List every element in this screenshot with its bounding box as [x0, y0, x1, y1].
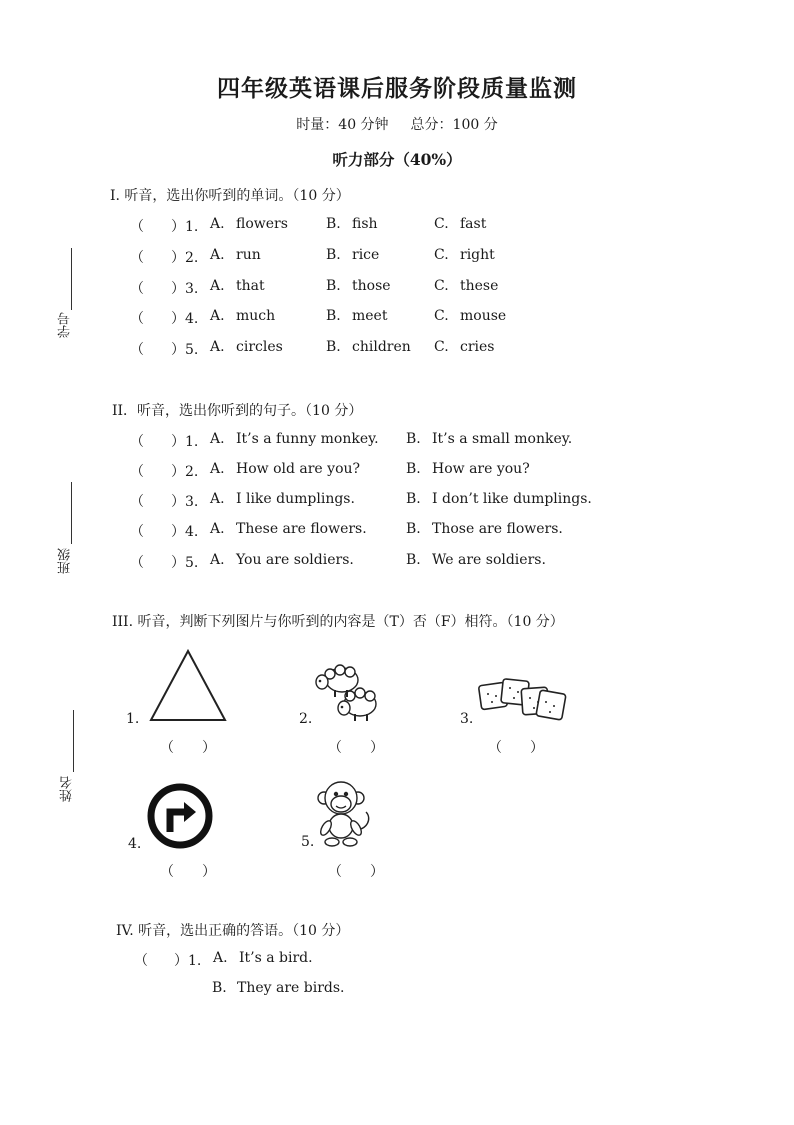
option-a-text: I like dumplings.: [236, 491, 355, 507]
question-number: ）4.: [171, 311, 199, 327]
section1-item-5: [0, 339, 794, 359]
option-b-label: B.: [326, 278, 341, 294]
option-c-text: fast: [460, 216, 487, 232]
option-b-text: We are soldiers.: [432, 552, 546, 568]
option-c-label: C.: [434, 247, 449, 263]
option-b-text: It’s a small monkey.: [432, 431, 573, 447]
option-b-label: B.: [326, 247, 341, 263]
option-a-text: much: [236, 308, 276, 324]
section4-item-1: [0, 950, 794, 970]
option-b-label: B.: [406, 521, 421, 537]
answer-paren[interactable]: （: [130, 494, 144, 510]
monkey-icon: [314, 778, 380, 848]
option-b-label: B.: [326, 216, 341, 232]
question-number: ）2.: [171, 464, 199, 480]
section2-item-5: [0, 552, 794, 572]
part-title: 听力部分（40%）: [332, 150, 462, 169]
question-number: ）3.: [171, 494, 199, 510]
option-a-text: that: [236, 278, 265, 294]
option-b-text: those: [352, 278, 391, 294]
option-b-label: B.: [406, 431, 421, 447]
section1-item-2: [0, 247, 794, 267]
exam-info: [0, 114, 794, 134]
name-line: [73, 710, 74, 772]
picture-4-number: 4.: [128, 836, 142, 852]
section2-item-4: [0, 521, 794, 541]
option-c-label: C.: [434, 278, 449, 294]
option-a-label: A.: [210, 339, 225, 355]
answer-paren[interactable]: （: [130, 281, 144, 297]
option-b-label: B.: [212, 980, 227, 996]
option-c-label: C.: [434, 339, 449, 355]
option-a-label: A.: [210, 308, 225, 324]
picture-5-number: 5.: [301, 834, 315, 850]
picture-1-number: 1.: [126, 711, 140, 727]
triangle-icon: [148, 648, 228, 724]
section2-heading: II．听音，选出你听到的句子。（10 分）: [112, 403, 363, 419]
picture-1-answer[interactable]: （ ）: [160, 740, 216, 756]
section4-heading: IV. 听音，选出正确的答语。（10 分）: [116, 923, 350, 939]
option-c-label: C.: [434, 216, 449, 232]
picture-5-answer[interactable]: （ ）: [328, 864, 384, 880]
option-b-text: children: [352, 339, 411, 355]
option-a-label: A.: [210, 521, 225, 537]
option-a-label: A.: [213, 950, 228, 966]
question-number: ）1.: [171, 219, 199, 235]
question-number: ）2.: [171, 250, 199, 266]
picture-3-answer[interactable]: （ ）: [488, 740, 544, 756]
answer-paren[interactable]: （: [130, 555, 144, 571]
question-number: ）4.: [171, 524, 199, 540]
page-title: 四年级英语课后服务阶段质量监测: [217, 75, 577, 102]
option-b-label: B.: [406, 461, 421, 477]
option-a-label: A.: [210, 247, 225, 263]
option-a-label: A.: [210, 278, 225, 294]
option-c-text: right: [460, 247, 495, 263]
option-a-label: A.: [210, 216, 225, 232]
name-label: 姓名: [60, 776, 75, 802]
section2-item-3: [0, 491, 794, 511]
option-a-text: circles: [236, 339, 283, 355]
question-number: ）1.: [174, 953, 202, 969]
section1-item-4: [0, 308, 794, 328]
option-b-text: meet: [352, 308, 388, 324]
total-score: 总分：100 分: [410, 117, 498, 133]
section1-heading: I. 听音，选出你听到的单词。（10 分）: [110, 188, 350, 204]
option-a-text: flowers: [236, 216, 288, 232]
answer-paren[interactable]: （: [130, 250, 144, 266]
option-b-label: B.: [326, 308, 341, 324]
question-number: ）1.: [171, 434, 199, 450]
option-b-text: How are you?: [432, 461, 530, 477]
option-b-text: I don’t like dumplings.: [432, 491, 592, 507]
option-a-text: These are flowers.: [236, 521, 367, 537]
option-a-text: You are soldiers.: [236, 552, 354, 568]
option-a-label: A.: [210, 431, 225, 447]
option-a-label: A.: [210, 552, 225, 568]
answer-paren[interactable]: （: [134, 953, 148, 969]
question-number: ）3.: [171, 281, 199, 297]
picture-3-number: 3.: [460, 711, 474, 727]
question-number: ）5.: [171, 555, 199, 571]
section2-item-2: [0, 461, 794, 481]
answer-paren[interactable]: （: [130, 342, 144, 358]
sheep-icon: [314, 660, 382, 724]
class-label: 班级: [58, 548, 73, 574]
option-c-label: C.: [434, 308, 449, 324]
option-c-text: these: [460, 278, 499, 294]
picture-2-number: 2.: [299, 711, 313, 727]
picture-4-answer[interactable]: （ ）: [160, 864, 216, 880]
answer-paren[interactable]: （: [130, 464, 144, 480]
turn-right-sign-icon: [146, 782, 214, 850]
student-no-label: 学号: [58, 312, 73, 338]
option-a-label: A.: [210, 461, 225, 477]
section4-item-1-option-b: [0, 980, 794, 1000]
option-b-text: They are birds.: [237, 980, 345, 996]
time-limit: 时量：40 分钟: [296, 117, 389, 133]
section1-item-3: [0, 278, 794, 298]
option-b-label: B.: [406, 552, 421, 568]
option-b-label: B.: [406, 491, 421, 507]
option-c-text: cries: [460, 339, 495, 355]
answer-paren[interactable]: （: [130, 524, 144, 540]
question-number: ）5.: [171, 342, 199, 358]
option-a-text: run: [236, 247, 261, 263]
option-a-text: It’s a bird.: [239, 950, 313, 966]
answer-paren[interactable]: （: [130, 219, 144, 235]
section3-heading: III. 听音，判断下列图片与你听到的内容是（T）否（F）相符。（10 分）: [112, 614, 564, 630]
option-b-text: fish: [352, 216, 378, 232]
option-c-text: mouse: [460, 308, 507, 324]
section1-item-1: [0, 216, 794, 236]
option-a-text: It’s a funny monkey.: [236, 431, 379, 447]
answer-paren[interactable]: （: [130, 311, 144, 327]
option-a-label: A.: [210, 491, 225, 507]
picture-2-answer[interactable]: （ ）: [328, 740, 384, 756]
option-a-text: How old are you?: [236, 461, 361, 477]
crackers-icon: [474, 676, 570, 722]
section2-item-1: [0, 431, 794, 451]
option-b-label: B.: [326, 339, 341, 355]
option-b-text: rice: [352, 247, 380, 263]
option-b-text: Those are flowers.: [432, 521, 563, 537]
answer-paren[interactable]: （: [130, 434, 144, 450]
